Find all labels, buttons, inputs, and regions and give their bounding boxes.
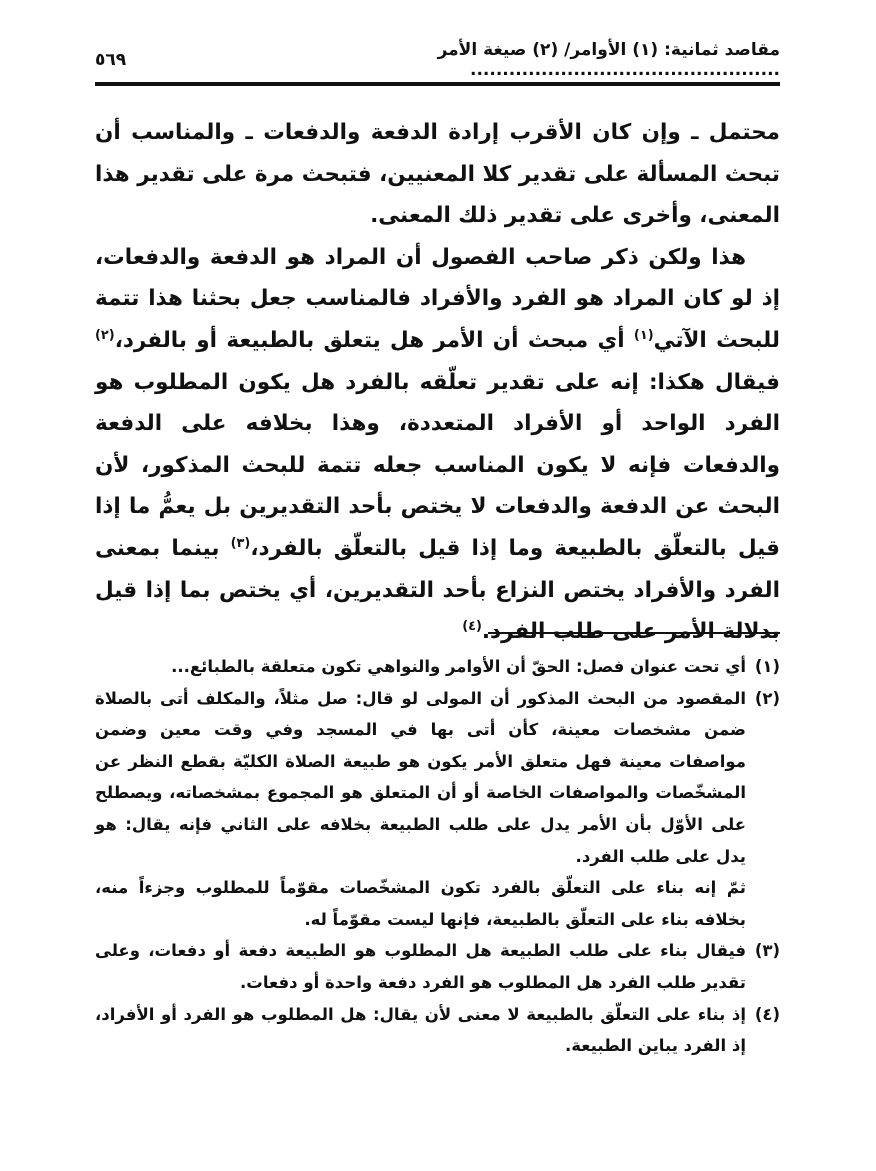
footnote-text: المقصود من البحث المذكور أن المولى لو قال: صل مثلاً، والمكلف أتى بالصلاة ضمن مشخصات معينة، كأن أتى بها في المسجد وفي وقت معين وضمن مواصفات معينة فهل متعلق الأمر يكون هو طبيعة الصلاة الكليّة بقطع النظر عن المشخّصات والمواصفات الخاصة أو أن المتعلق هو المجموع بمشخصاته، ويصطلح على الأوّل بأن الأمر يدل على طلب الطبيعة بخلافه على الثاني فإنه يقال: هو يدل على طلب الفرد. <box>95 688 746 866</box>
paragraph-1 <box>95 112 780 237</box>
footnote-number: (١) <box>754 657 780 676</box>
footnote-2 <box>95 683 780 873</box>
running-title-text: مقاصد ثمانية: (١) الأوامر/ (٢) صيغة الأمر <box>437 40 780 60</box>
footnotes <box>95 651 780 1062</box>
footnote-1 <box>95 651 780 683</box>
footnote-text: إذ بناء على التعلّق بالطبيعة لا معنى لأن يقال: هل المطلوب هو الفرد أو الأفراد، إذ الفرد يباين الطبيعة. <box>95 1004 746 1056</box>
main-text <box>95 112 780 653</box>
footnote-text: فيقال بناء على طلب الطبيعة هل المطلوب هو الطبيعة دفعة أو دفعات، وعلى تقدير طلب الفرد هل المطلوب هو الفرد دفعة واحدة أو دفعات. <box>95 941 746 992</box>
page-number: ٥٦٩ <box>95 50 127 70</box>
paragraph-1-text: محتمل ـ وإن كان الأقرب إرادة الدفعة والدفعات ـ والمناسب أن تبحث المسألة على تقدير كلا المعنيين، فتبحث مرة على تقدير هذا المعنى، وأخرى على تقدير ذلك المعنى. <box>95 120 780 229</box>
footnote-number: (٤) <box>754 1004 780 1024</box>
header-dot-leader: ................................................ <box>470 60 780 80</box>
paragraph-2-part-b: أي مبحث أن الأمر هل يتعلق بالطبيعة أو بالفرد، <box>114 327 634 353</box>
paragraph-2-part-a: هذا ولكن ذكر صاحب الفصول أن المراد هو الدفعة والدفعات، إذ لو كان المراد هو الفرد والأفراد فالمناسب جعل بحثنا هذا تتمة للبحث الآتي <box>95 244 780 353</box>
paragraph-2 <box>95 237 780 653</box>
paragraph-2-part-c: فيقال هكذا: إنه على تقدير تعلّقه بالفرد هل يكون المطلوب هو الفرد الواحد أو الأفراد المتعددة، وهذا بخلافه على الدفعة والدفعات فإنه لا يكون المناسب جعله تتمة للبحث المذكور، لأن البحث عن الدفعة والدفعات لا يختص بأحد التقديرين بل يعمُّ ما إذا قيل بالتعلّق بالطبيعة وما إذا قيل بالتعلّق بالفرد، <box>95 369 780 561</box>
footnote-ref-1[interactable]: (١) <box>633 327 654 343</box>
footnote-ref-4[interactable]: (٤) <box>462 618 482 634</box>
footnote-number: (٣) <box>754 941 780 961</box>
header-divider <box>95 82 780 86</box>
footnote-ref-3[interactable]: (٣) <box>230 535 251 551</box>
footnote-3 <box>95 935 780 998</box>
paragraph-2-part-d: بينما بمعنى الفرد والأفراد يختص النزاع بأحد التقديرين، أي يختص بما إذا قيل بدلالة الأمر على طلب الفرد. <box>95 535 780 645</box>
page-header <box>95 40 780 80</box>
footnote-ref-2[interactable]: (٢) <box>95 327 115 343</box>
footnote-4 <box>95 999 780 1062</box>
running-title <box>126 40 780 80</box>
footnote-separator <box>488 632 780 634</box>
footnote-text: أي تحت عنوان فصل: الحقّ أن الأوامر والنواهي تكون متعلقة بالطبائع... <box>171 657 746 676</box>
footnote-2-continuation: ثمّ إنه بناء على التعلّق بالفرد تكون المشخّصات مقوّماً للمطلوب وجزءاً منه، بخلافه بناء على التعلّق بالطبيعة، فإنها ليست مقوّماً له. <box>95 878 746 929</box>
footnote-number: (٢) <box>754 688 780 708</box>
